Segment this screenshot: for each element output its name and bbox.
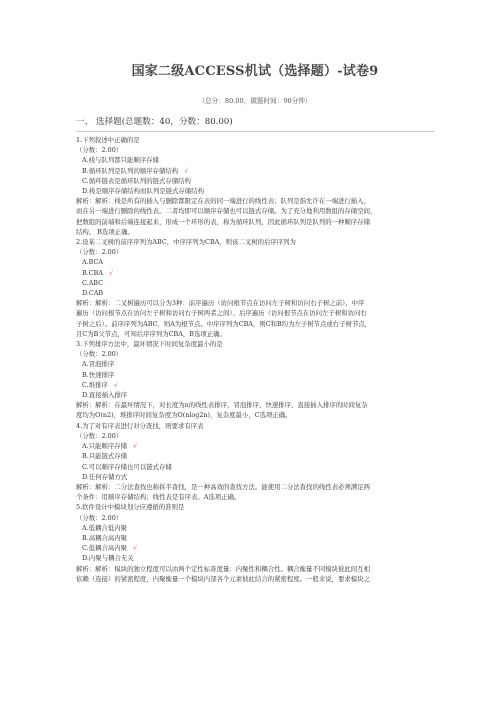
option-text: B.CBA bbox=[82, 268, 103, 277]
question-3-option-a: A.冒泡排序 bbox=[82, 360, 115, 369]
question-2-option-a: A.BCA bbox=[82, 258, 103, 267]
question-5-stem: 5.软件设计中模块划分应遵循的准则是 bbox=[76, 503, 185, 512]
document-title: 国家二级ACCESS机试（选择题）-试卷9 bbox=[131, 64, 379, 79]
question-2-option-b bbox=[76, 268, 434, 278]
question-5-explanation-2: 依赖（连接）的紧密程度，内聚衡量一个模块内部各个元素彼此结合的紧密程度。一般来说，要求模块之 bbox=[76, 574, 370, 583]
correct-check-icon: √ bbox=[184, 166, 189, 175]
question-3-explanation-1: 解析：解析：在最坏情况下，对长度为n的线性表排序，冒泡排序、快速排序、直接插入排序的时间复杂 bbox=[76, 401, 368, 410]
question-3-score: （分数：2.00） bbox=[76, 350, 123, 359]
question-2-explanation-3: 子树之后）。前序序列为ABC，则A为根节点。中序序列为CBA，则C和B均为左子树节点或右子树节点， bbox=[76, 319, 372, 328]
correct-check-icon: √ bbox=[113, 380, 118, 389]
option-text: B.循环队列是队列的顺序存储结构 bbox=[82, 166, 179, 175]
question-2-explanation-2: 遍历（访问根节点在访问左子树和访问右子树两者之间）、后序遍历（访问根节点在访问左子树和访问右 bbox=[76, 309, 367, 318]
question-2-score: （分数：2.00） bbox=[76, 248, 123, 257]
question-2-stem: 2.设某二叉树的前序序列为ABC，中序序列为CBA，则该二叉树的后序序列为 bbox=[76, 238, 296, 247]
option-text: A.只能顺序存储 bbox=[82, 442, 127, 451]
question-4-option-a bbox=[76, 441, 434, 451]
question-4-option-d: D.任何存储方式 bbox=[82, 472, 128, 481]
question-5-score: （分数：2.00） bbox=[76, 513, 123, 522]
question-4-explanation-2: 个条件：用顺序存储结构；线性表是有序表。A选项正确。 bbox=[76, 493, 241, 502]
question-1-score: （分数：2.00） bbox=[76, 146, 123, 155]
question-2-explanation-1: 解析：解析：二叉树遍历可以分为3种：前序遍历（访问根节点在访问左子树和访问右子树之前）、中序 bbox=[76, 299, 365, 308]
question-1-stem: 1.下列叙述中正确的是 bbox=[76, 136, 140, 144]
question-1-explanation-1: 解析：解析：栈是所有的插入与删除都限定在表的同一端进行的线性表；队列是指允许在一端进行插入， bbox=[76, 197, 370, 206]
option-text: C.低耦合高内聚 bbox=[82, 544, 128, 553]
question-5-explanation-1: 解析：解析：模块的独立程度可以由两个定性标准度量：内聚性和耦合性。耦合衡量不同模块彼此间互相 bbox=[76, 564, 370, 573]
section-divider bbox=[76, 131, 434, 132]
question-5-option-a: A.低耦合低内聚 bbox=[82, 523, 127, 532]
document-meta: （总分：80.00，做题时间：90分钟） bbox=[198, 97, 312, 105]
question-4-score: （分数：2.00） bbox=[76, 431, 123, 440]
question-5-option-d: D.内聚与耦合无关 bbox=[82, 554, 134, 563]
question-4-option-b: B.只能链式存储 bbox=[82, 452, 128, 461]
question-5-option-c bbox=[76, 543, 434, 553]
section-heading: 一、 选择题(总题数：40，分数：80.00) bbox=[76, 117, 233, 127]
question-5-option-b: B.高耦合高内聚 bbox=[82, 533, 128, 542]
question-3-stem: 3.下列排序方法中，最坏情况下时间复杂度最小的是 bbox=[76, 340, 223, 349]
question-list bbox=[76, 135, 434, 584]
question-4-option-c: C.可以顺序存储也可以链式存储 bbox=[82, 462, 172, 471]
question-3-option-b: B.快速排序 bbox=[82, 370, 115, 379]
option-text: C.堆排序 bbox=[82, 380, 108, 389]
question-4-stem: 4.为了对有序表进行对分查找，则要求有序表 bbox=[76, 421, 204, 430]
question-3-option-c bbox=[76, 380, 434, 390]
question-1-option-a: A.栈与队列都只能顺序存储 bbox=[82, 156, 159, 165]
question-3-option-d: D.直接插入排序 bbox=[82, 391, 128, 400]
question-1-option-c: C.循环链表是循环队列的链式存储结构 bbox=[82, 176, 191, 185]
question-3-explanation-2: 度均为O(n2)，堆排序时间复杂度为O(nlog2n)，复杂度最小，C选项正确。 bbox=[76, 411, 292, 420]
correct-check-icon: √ bbox=[133, 544, 138, 553]
question-1-option-d: D.栈是顺序存储结构而队列是链式存储结构 bbox=[82, 187, 204, 196]
question-2-option-d: D.CAB bbox=[82, 289, 104, 298]
question-1-explanation-2: 而在另一端进行删除的线性表。二者均即可以顺序存储也可以链式存储。为了充分地利用数组的存储空间， bbox=[76, 207, 377, 216]
question-2-option-c: C.ABC bbox=[82, 278, 104, 287]
question-1-option-b bbox=[76, 166, 434, 176]
correct-check-icon: √ bbox=[133, 442, 138, 451]
question-1-explanation-4: 结构。 B选项正确。 bbox=[76, 227, 134, 236]
question-4-explanation-1: 解析：解析：二分法查找也称拆半查找，是一种高效的查找方法。能使用二分法查找的线性表必须满足两 bbox=[76, 482, 370, 491]
question-2-explanation-4: 且C为B父节点，可知后序序列为CBA，B选项正确。 bbox=[76, 329, 226, 338]
question-1-explanation-3: 把数组的前端和后端连接起来，形成一个环形的表，称为循环队列，因此循环队列是队列的一种顺序存储 bbox=[76, 217, 370, 226]
correct-check-icon: √ bbox=[108, 268, 114, 277]
